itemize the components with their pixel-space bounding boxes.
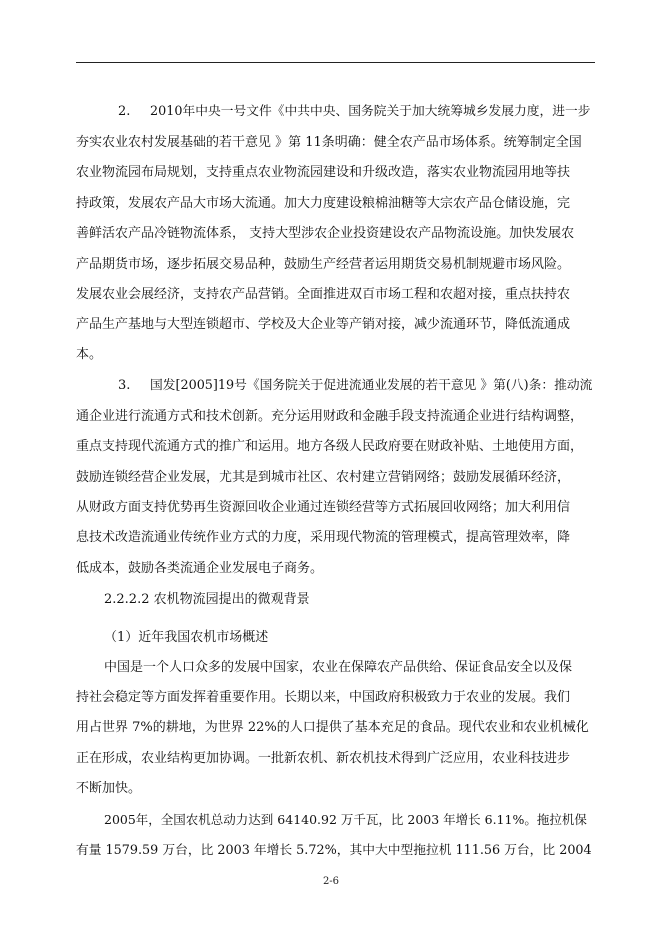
para1-line: 产品期货市场，逐步拓展交易品种，鼓励生产经营者运用期货交易机制规避市场风险。: [76, 257, 571, 272]
para1-line: 善鲜活农产品冷链物流体系， 支持大型涉农企业投资建设农产品物流设施。加快发展农: [76, 226, 575, 241]
para1-line: 产品生产基地与大型连锁超市、学校及大企业等产销对接，减少流通环节，降低流通成: [76, 317, 571, 332]
header-rule: [76, 62, 595, 63]
para3-line: 中国是一个人口众多的发展中国家，农业在保障农产品供给、保证食品安全以及保: [104, 660, 573, 675]
para2-line: 息技术改造流通业传统作业方式的力度，采用现代物流的管理模式，提高管理效率，降: [76, 530, 571, 545]
para3-line: 持社会稳定等方面发挥着重要作用。长期以来，中国政府积极致力于农业的发展。我们: [76, 690, 571, 705]
para4-line: 有量 1579.59 万台，比 2003 年增长 5.72%，其中大中型拖拉机 111.56 万台，比 2004: [76, 843, 592, 858]
para2-line: 重点支持现代流通方式的推广和运用。地方各级人民政府要在财政补贴、土地使用方面，: [76, 439, 584, 454]
para3-line: 不断加快。: [76, 781, 142, 796]
para1-line: 夯实农业农村发展基础的若干意见 》第 11条明确：健全农产品市场体系。统筹制定全国: [76, 135, 582, 150]
para1-line: 本。: [76, 347, 103, 362]
para4-line: 2005年，全国农机总动力达到 64140.92 万千瓦，比 2003 年增长 6.11%。拖拉机保: [104, 812, 587, 827]
para2-line: 鼓励连锁经营企业发展，尤其是到城市社区、农村建立营销网络；鼓励发展循环经济，: [76, 470, 571, 485]
para1-line: 2010年中央一号文件《中共中央、国务院关于加大统筹城乡发展力度，进一步: [150, 104, 591, 119]
para3-line: 用占世界 7%的耕地，为世界 22%的人口提供了基本充足的食品。现代农业和农业机械化: [76, 720, 589, 735]
para2-line: 从财政方面支持优势再生资源回收企业通过连锁经营等方式拓展回收网络；加大利用信: [76, 500, 571, 515]
para1-line: 农业物流园布局规划，支持重点农业物流园建设和升级改造，落实农业物流园用地等扶: [76, 165, 571, 180]
para2-number: 3.: [118, 378, 131, 393]
para2-line: 低成本，鼓励各类流通企业发展电子商务。: [76, 561, 324, 576]
section-heading: 2.2.2.2 农机物流园提出的微观背景: [104, 592, 310, 607]
para1-line: 持政策，发展农产品大市场大流通。加大力度建设粮棉油糖等大宗农产品仓储设施，完: [76, 196, 571, 211]
page-number: 2-6: [322, 876, 340, 887]
para1-number: 2.: [118, 104, 131, 119]
sub-heading: （1）近年我国农机市场概述: [104, 630, 269, 645]
para2-line: 通企业进行流通方式和技术创新。充分运用财政和金融手段支持流通企业进行结构调整，: [76, 409, 584, 424]
para3-line: 正在形成，农业结构更加协调。一批新农机、新农机技术得到广泛应用，农业科技进步: [76, 751, 571, 766]
para1-line: 发展农业会展经济，支持农产品营销。全面推进双百市场工程和农超对接，重点扶持农: [76, 287, 571, 302]
para2-line: 国发[2005]19号《国务院关于促进流通业发展的若干意见 》第(八)条：推动流: [150, 378, 593, 393]
